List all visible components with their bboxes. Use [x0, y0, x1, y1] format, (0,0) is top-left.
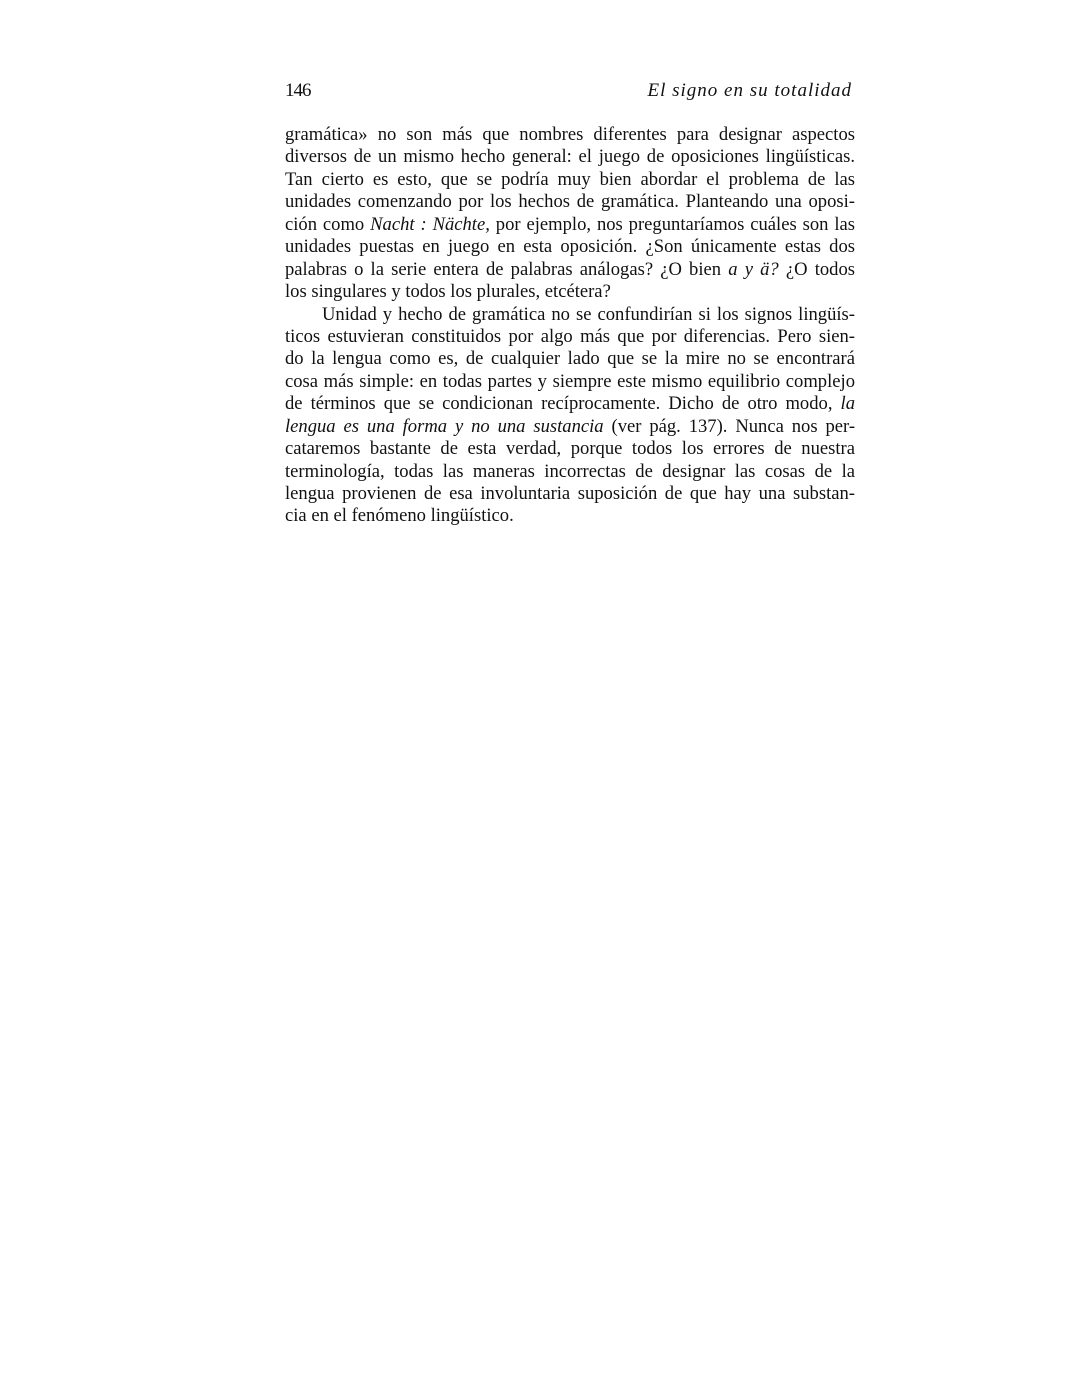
- running-title: El signo en su totalidad: [647, 80, 852, 101]
- italic-text: a y ä?: [728, 258, 779, 280]
- text-span: ción como: [285, 213, 371, 235]
- italic-text: la: [840, 393, 855, 415]
- text-line: [285, 304, 855, 326]
- text-line: [285, 505, 855, 527]
- text-line: [285, 371, 855, 393]
- paragraph: [285, 124, 855, 304]
- text-line: [285, 281, 855, 303]
- italic-text: lengua es una forma y no una sustancia: [285, 415, 604, 437]
- body-text: [285, 124, 855, 528]
- text-span: los singulares y todos los plurales, etcétera?: [285, 281, 611, 303]
- text-line: [285, 393, 855, 415]
- text-line: [285, 259, 855, 281]
- text-span: unidades comenzando por los hechos de gramática. Planteando una oposi-: [285, 191, 855, 213]
- text-span: terminología, todas las maneras incorrectas de designar las cosas de la: [285, 460, 855, 482]
- text-line: [285, 348, 855, 370]
- text-span: de términos que se condicionan recíprocamente. Dicho de otro modo,: [285, 393, 841, 415]
- text-line: [285, 416, 855, 438]
- text-span: cosa más simple: en todas partes y siempre este mismo equilibrio complejo: [285, 370, 855, 392]
- page-number: 146: [285, 80, 311, 101]
- text-span: gramática» no son más que nombres diferentes para designar aspectos: [285, 124, 855, 145]
- text-line: [285, 124, 855, 146]
- text-span: Tan cierto es esto, que se podría muy bien abordar el problema de las: [285, 168, 855, 190]
- italic-text: Nacht : Nächte,: [370, 213, 490, 235]
- text-line: [285, 326, 855, 348]
- text-span: diversos de un mismo hecho general: el juego de oposiciones lingüísticas.: [285, 146, 855, 168]
- text-line: [285, 146, 855, 168]
- text-line: [285, 236, 855, 258]
- text-span: cia en el fenómeno lingüístico.: [285, 505, 514, 527]
- page-header: [285, 80, 852, 106]
- text-span: palabras o la serie entera de palabras análogas? ¿O bien: [285, 258, 729, 280]
- text-span: Unidad y hecho de gramática no se confundirían si los signos lingüís-: [322, 303, 855, 325]
- text-line: [285, 214, 855, 236]
- text-line: [285, 461, 855, 483]
- text-span: lengua provienen de esa involuntaria suposición de que hay una substan-: [285, 483, 855, 504]
- text-span: unidades puestas en juego en esta oposición. ¿Son únicamente estas dos: [285, 236, 855, 258]
- text-line: [285, 169, 855, 191]
- paragraph: [285, 304, 855, 528]
- text-span: ticos estuvieran constituidos por algo más que por diferencias. Pero sien-: [285, 325, 855, 347]
- text-line: [285, 438, 855, 460]
- text-span: do la lengua como es, de cualquier lado que se la mire no se encontrará: [285, 348, 855, 370]
- text-line: [285, 191, 855, 213]
- text-span: por ejemplo, nos preguntaríamos cuáles son las: [489, 213, 856, 235]
- text-span: cataremos bastante de esta verdad, porque todos los errores de nuestra: [285, 438, 855, 460]
- text-span: ¿O todos: [778, 258, 855, 280]
- text-span: (ver pág. 137). Nunca nos per-: [603, 415, 856, 437]
- text-line: [285, 483, 855, 505]
